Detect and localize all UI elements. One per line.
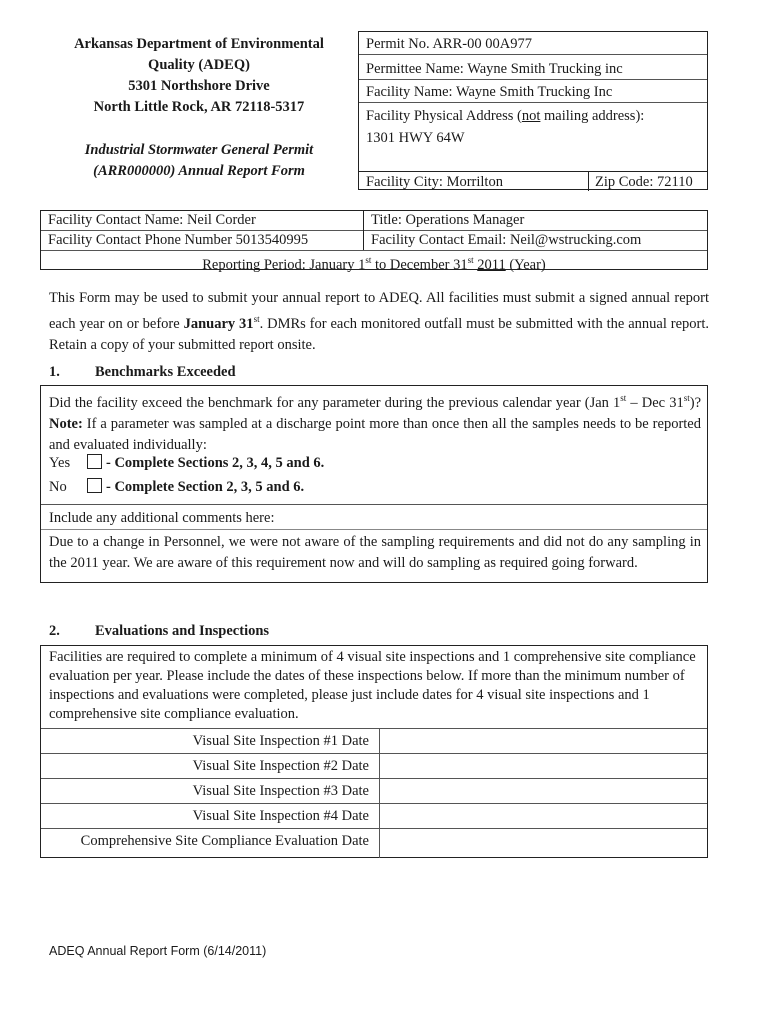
section2-box <box>40 645 708 858</box>
contact-name-value: Neil Corder <box>186 212 256 228</box>
facility-city-zip-row <box>359 171 707 192</box>
agency-name-line1: Arkansas Department of Environmental <box>74 36 324 52</box>
form-title-line2: (ARR000000) Annual Report Form <box>93 163 305 179</box>
agency-address2: North Little Rock, AR 72118-5317 <box>93 99 305 115</box>
inspection-row-label: Visual Site Inspection #1 Date <box>192 733 369 749</box>
facility-name-label: Facility Name: <box>366 84 453 100</box>
section1-title: Benchmarks Exceeded <box>95 364 236 380</box>
facility-city-label: Facility City: <box>366 174 443 190</box>
inspection-3-date-input[interactable] <box>379 779 707 804</box>
zip-separator <box>588 172 589 191</box>
contact-title-label: Title: <box>371 212 402 228</box>
inspection-1-date-input[interactable] <box>379 729 707 754</box>
zip-code-field <box>595 172 693 192</box>
reporting-period: Reporting Period: January 1st to December 31st 2011 (Year) <box>202 255 546 273</box>
contact-phone-label: Facility Contact Phone Number <box>48 232 233 248</box>
zip-code-label: Zip Code: <box>595 174 654 190</box>
no-option <box>49 477 304 498</box>
form-title-line1: Industrial Stormwater General Permit <box>84 142 314 158</box>
contact-phone-value: 5013540995 <box>235 232 309 248</box>
contact-info-box <box>40 210 708 273</box>
section1-number: 1. <box>49 364 60 380</box>
facility-name-field <box>359 82 707 103</box>
contact-name-label: Facility Contact Name: <box>48 212 184 228</box>
no-instruction: - Complete Section 2, 3, 5 and 6. <box>106 479 305 495</box>
facility-city-value: Morrilton <box>446 174 503 190</box>
inspection-row <box>41 778 707 804</box>
contact-title-field <box>371 211 524 230</box>
inspection-row <box>41 803 707 829</box>
comments-value[interactable]: Due to a change in Personnel, we were not aware of the sampling requirements and did not do any sampling in the 2011 year. We are aware of this requirement now and will do sampling as required going forward. <box>49 534 701 571</box>
permittee-name-value: Wayne Smith Trucking inc <box>467 61 623 77</box>
inspection-row <box>41 728 707 754</box>
comments-label: Include any additional comments here: <box>49 510 275 526</box>
agency-address1: 5301 Northshore Drive <box>128 78 270 94</box>
permittee-name-label: Permittee Name: <box>366 61 464 77</box>
section2-title: Evaluations and Inspections <box>95 623 270 639</box>
permittee-name-field <box>359 59 707 80</box>
agency-header <box>40 34 358 182</box>
inspection-instructions: Facilities are required to complete a minimum of 4 visual site inspections and 1 comprehensive site compliance evaluation per year. Please include the dates of these inspections below. If more than the minimum number of inspections and evaluations were completed, please just include dates for 4 visual site inspections and 1 comprehensive site compliance evaluation. <box>49 649 696 722</box>
intro-paragraph: This Form may be used to submit your annual report to ADEQ. All facilities must submit a signed annual report each year on or before January 31st. DMRs for each monitored outfall must be submitted with the annual report. Retain a copy of your submitted report onsite. <box>49 290 709 353</box>
facility-address-label: Facility Physical Address (not mailing address): <box>366 108 645 124</box>
section1-box <box>40 385 708 583</box>
compliance-evaluation-date-input[interactable] <box>379 829 707 858</box>
contact-email-label: Facility Contact Email: <box>371 232 507 248</box>
agency-name-line2: Quality (ADEQ) <box>148 57 250 73</box>
benchmark-question: Did the facility exceed the benchmark for any parameter during the previous calendar year (Jan 1st – Dec 31st)? Note: If a parameter was sampled at a discharge point more than once then all the samples needs to be reported and evaluated individually: <box>49 393 701 453</box>
section2-number: 2. <box>49 623 60 639</box>
facility-name-value: Wayne Smith Trucking Inc <box>455 84 613 100</box>
inspection-row-label: Visual Site Inspection #4 Date <box>192 808 369 824</box>
no-label: No <box>49 479 67 495</box>
contact-email-field <box>371 231 641 250</box>
facility-address-value: 1301 HWY 64W <box>366 130 465 146</box>
contact-phone-field <box>48 231 308 250</box>
inspection-4-date-input[interactable] <box>379 804 707 829</box>
inspection-row-label: Visual Site Inspection #2 Date <box>192 758 369 774</box>
contact-title-value: Operations Manager <box>405 212 525 228</box>
yes-label: Yes <box>49 455 71 471</box>
contact-name-field <box>48 211 256 230</box>
yes-option <box>49 453 324 474</box>
zip-code-value: 72110 <box>657 174 693 190</box>
yes-instruction: - Complete Sections 2, 3, 4, 5 and 6. <box>106 455 325 471</box>
inspection-row <box>41 828 707 858</box>
permit-number: Permit No. ARR-00 00A977 <box>359 34 707 55</box>
deadline: January 31 <box>183 315 254 332</box>
permit-info-box <box>358 31 708 190</box>
contact-email-value: Neil@wstrucking.com <box>509 232 642 248</box>
no-checkbox[interactable] <box>87 478 102 493</box>
inspection-row <box>41 753 707 779</box>
reporting-year: 2011 <box>477 256 506 273</box>
yes-checkbox[interactable] <box>87 454 102 469</box>
form-footer: ADEQ Annual Report Form (6/14/2011) <box>49 944 267 958</box>
inspection-row-label: Comprehensive Site Compliance Evaluation Date <box>80 833 369 849</box>
inspection-row-label: Visual Site Inspection #3 Date <box>192 783 369 799</box>
inspection-2-date-input[interactable] <box>379 754 707 779</box>
